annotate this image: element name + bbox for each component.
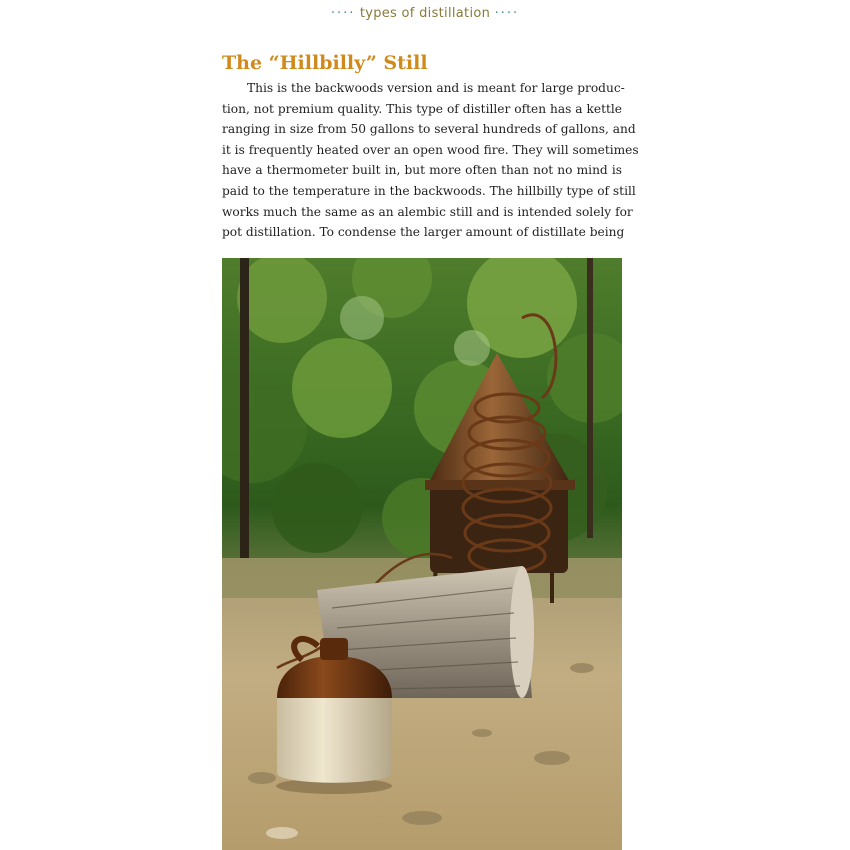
tree-trunk [240, 258, 249, 558]
paragraph-line: paid to the temperature in the backwoods. The hillbilly type of still [222, 183, 636, 198]
tree-trunk [587, 258, 593, 538]
header-dots-right: ···· [494, 6, 520, 21]
still-photo [222, 258, 622, 850]
running-title: types of distillation [359, 6, 491, 21]
section-title: The “Hillbilly” Still [222, 52, 428, 74]
paragraph-line: ranging in size from 50 gallons to several hundreds of gallons, and [222, 122, 636, 137]
paragraph-line: pot distillation. To condense the larger amount of distillate being [222, 225, 625, 240]
paragraph-line: tion, not premium quality. This type of distiller often has a kettle [222, 101, 622, 116]
paragraph-line: works much the same as an alembic still and is intended solely for [222, 204, 633, 219]
running-header [0, 6, 850, 21]
paragraph-line: This is the backwoods version and is meant for large produc- [247, 81, 625, 95]
header-dots-left: ···· [330, 6, 356, 21]
paragraph-line: it is frequently heated over an open wood fire. They will sometimes [222, 142, 639, 157]
body-paragraph [222, 78, 639, 243]
paragraph-line: have a thermometer built in, but more often than not no mind is [222, 163, 622, 178]
